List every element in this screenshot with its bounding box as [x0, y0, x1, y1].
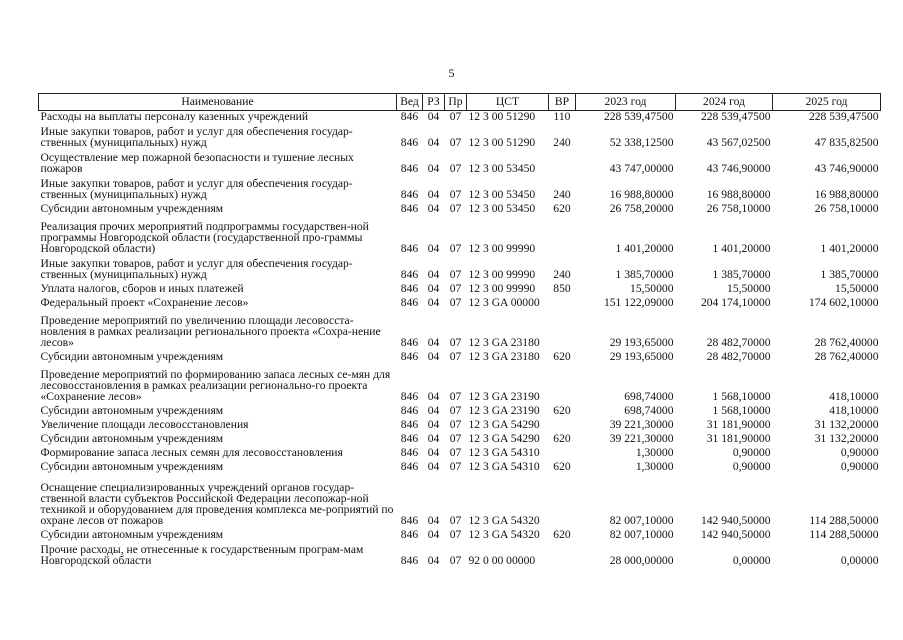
row-pr: 07	[449, 514, 462, 527]
row-amount-2025: 26 758,10000	[814, 202, 879, 215]
row-name: Субсидии автономным учреждениям	[40, 350, 224, 363]
row-ved: 846	[400, 202, 419, 215]
table-header-row	[39, 94, 881, 111]
row-amount-2025: 31 132,20000	[814, 418, 879, 431]
row-name: Субсидии автономным учреждениям	[40, 404, 224, 417]
table-row	[39, 349, 881, 363]
table-row	[39, 309, 881, 349]
row-name: Проведение мероприятий по увеличению площади лесовосста-новления в рамках реализации регионального проекта «Сохра-нение лесов»	[40, 314, 381, 349]
row-amount-2024: 31 181,90000	[706, 432, 771, 445]
row-cst: 12 3 GA 54290	[468, 418, 540, 431]
row-pr: 07	[449, 528, 462, 541]
row-name: Субсидии автономным учреждениям	[40, 202, 224, 215]
row-cst: 12 3 00 51290	[468, 136, 536, 149]
row-amount-2023: 1 385,70000	[615, 268, 674, 281]
row-vr	[549, 445, 576, 459]
row-rz: 04	[427, 418, 440, 431]
row-rz: 04	[427, 350, 440, 363]
table-row	[39, 541, 881, 567]
row-cst: 12 3 GA 54320	[468, 514, 540, 527]
row-amount-2025: 1 385,70000	[820, 268, 879, 281]
row-cst: 12 3 00 53450	[468, 188, 536, 201]
row-amount-2025: 0,00000	[840, 554, 879, 567]
row-name: Увеличение площади лесовосстановления	[40, 418, 249, 431]
row-amount-2023: 16 988,80000	[609, 188, 674, 201]
row-vr: 620	[553, 404, 571, 417]
row-amount-2025: 28 762,40000	[814, 350, 879, 363]
row-ved: 846	[400, 188, 419, 201]
table-row	[39, 459, 881, 473]
row-amount-2025: 16 988,80000	[814, 188, 879, 201]
row-amount-2024: 204 174,10000	[700, 296, 771, 309]
row-pr: 07	[449, 446, 462, 459]
table-row	[39, 175, 881, 201]
row-amount-2024: 1 385,70000	[712, 268, 771, 281]
header-cst: ЦСТ	[467, 94, 549, 111]
row-amount-2023: 82 007,10000	[609, 514, 674, 527]
row-pr: 07	[449, 282, 462, 295]
row-pr: 07	[449, 202, 462, 215]
row-amount-2024: 15,50000	[727, 282, 771, 295]
row-ved: 846	[400, 162, 419, 175]
row-amount-2025: 114 288,50000	[809, 528, 879, 541]
row-amount-2023: 28 000,00000	[609, 554, 674, 567]
table-row	[39, 149, 881, 175]
row-rz: 04	[427, 460, 440, 473]
row-amount-2025: 31 132,20000	[814, 432, 879, 445]
row-ved: 846	[400, 242, 419, 255]
row-amount-2023: 1,30000	[635, 460, 674, 473]
row-cst: 12 3 GA 23190	[468, 404, 540, 417]
row-vr: 110	[553, 110, 571, 123]
row-rz: 04	[427, 162, 440, 175]
row-name: Федеральный проект «Сохранение лесов»	[40, 296, 249, 309]
row-rz: 04	[427, 528, 440, 541]
row-ved: 846	[400, 136, 419, 149]
row-rz: 04	[427, 268, 440, 281]
row-amount-2025: 228 539,47500	[808, 110, 879, 123]
row-cst: 12 3 00 53450	[468, 202, 536, 215]
row-cst: 12 3 GA 54290	[468, 432, 540, 445]
row-name: Проведение мероприятий по формированию запаса лесных се-мян для лесовосстановления в рамках реализации регионально-го проекта «Сохранение лесов»	[40, 368, 391, 403]
row-amount-2023: 52 338,12500	[609, 136, 674, 149]
row-name: Иные закупки товаров, работ и услуг для обеспечения государ-ственных (муниципальных) нужд	[40, 177, 353, 201]
row-rz: 04	[427, 136, 440, 149]
row-amount-2023: 29 193,65000	[609, 336, 674, 349]
header-2023: 2023 год	[576, 94, 676, 111]
row-name: Иные закупки товаров, работ и услуг для обеспечения государ-ственных (муниципальных) нужд	[40, 257, 353, 281]
row-name: Субсидии автономным учреждениям	[40, 460, 224, 473]
table-row	[39, 295, 881, 309]
row-amount-2023: 29 193,65000	[609, 350, 674, 363]
table-row	[39, 363, 881, 403]
row-cst: 12 3 GA 23180	[468, 336, 540, 349]
row-pr: 07	[449, 136, 462, 149]
row-amount-2024: 31 181,90000	[706, 418, 771, 431]
row-vr: 620	[553, 350, 571, 363]
row-amount-2025: 43 746,90000	[814, 162, 879, 175]
row-amount-2024: 43 567,02500	[706, 136, 771, 149]
row-ved: 846	[400, 282, 419, 295]
header-rz: РЗ	[423, 94, 445, 111]
budget-table	[38, 93, 881, 567]
row-cst: 12 3 00 99990	[468, 282, 536, 295]
row-cst: 12 3 GA 54310	[468, 460, 540, 473]
row-amount-2025: 1 401,20000	[820, 242, 879, 255]
row-amount-2025: 15,50000	[835, 282, 879, 295]
row-vr: 850	[553, 282, 571, 295]
row-ved: 846	[400, 350, 419, 363]
row-amount-2023: 39 221,30000	[609, 432, 674, 445]
row-vr: 620	[553, 432, 571, 445]
row-amount-2024: 1 568,10000	[712, 404, 771, 417]
table-row	[39, 201, 881, 215]
row-rz: 04	[427, 404, 440, 417]
row-vr: 240	[553, 188, 571, 201]
row-vr: 620	[553, 528, 571, 541]
row-vr	[549, 473, 576, 527]
row-vr: 240	[553, 268, 571, 281]
row-rz: 04	[427, 390, 440, 403]
row-pr: 07	[449, 336, 462, 349]
row-amount-2024: 228 539,47500	[700, 110, 771, 123]
row-amount-2025: 418,10000	[829, 390, 879, 403]
row-cst: 12 3 00 99990	[468, 268, 536, 281]
row-amount-2023: 26 758,20000	[609, 202, 674, 215]
row-ved: 846	[400, 554, 419, 567]
row-ved: 846	[400, 446, 419, 459]
row-name: Уплата налогов, сборов и иных платежей	[40, 282, 244, 295]
page-number: 5	[448, 66, 455, 80]
table-row	[39, 403, 881, 417]
header-pr: Пр	[445, 94, 467, 111]
row-cst: 12 3 GA 23180	[468, 350, 540, 363]
row-amount-2025: 174 602,10000	[808, 296, 879, 309]
row-amount-2024: 28 482,70000	[706, 350, 771, 363]
table-row	[39, 417, 881, 431]
row-rz: 04	[427, 296, 440, 309]
row-ved: 846	[400, 432, 419, 445]
header-ved: Вед	[397, 94, 423, 111]
row-pr: 07	[449, 110, 462, 123]
row-ved: 846	[400, 460, 419, 473]
row-pr: 07	[449, 390, 462, 403]
row-pr: 07	[449, 268, 462, 281]
row-pr: 07	[449, 404, 462, 417]
row-pr: 07	[449, 188, 462, 201]
row-name: Расходы на выплаты персоналу казенных учреждений	[40, 110, 309, 123]
table-body	[39, 111, 881, 568]
row-amount-2025: 0,90000	[840, 460, 879, 473]
row-name: Субсидии автономным учреждениям	[40, 432, 224, 445]
row-cst: 12 3 GA 54320	[468, 528, 540, 541]
row-amount-2024: 142 940,50000	[700, 514, 771, 527]
row-rz: 04	[427, 202, 440, 215]
row-amount-2024: 0,90000	[732, 446, 771, 459]
row-pr: 07	[449, 296, 462, 309]
table-row	[39, 111, 881, 124]
row-ved: 846	[400, 528, 419, 541]
row-cst: 12 3 00 51290	[468, 110, 536, 123]
row-pr: 07	[449, 460, 462, 473]
row-name: Реализация прочих мероприятий подпрограммы государствен-ной программы Новгородской области (государственной про-граммы Новгородской области)	[40, 220, 369, 255]
row-ved: 846	[400, 336, 419, 349]
row-amount-2025: 114 288,50000	[809, 514, 879, 527]
header-name: Наименование	[39, 94, 397, 111]
row-name: Иные закупки товаров, работ и услуг для обеспечения государ-ственных (муниципальных) нужд	[40, 125, 353, 149]
row-pr: 07	[449, 432, 462, 445]
row-amount-2023: 39 221,30000	[609, 418, 674, 431]
row-name: Прочие расходы, не отнесенные к государственным програм-мам Новгородской области	[40, 543, 364, 567]
row-name: Осуществление мер пожарной безопасности и тушение лесных пожаров	[40, 151, 354, 175]
row-rz: 04	[427, 514, 440, 527]
row-pr: 07	[449, 350, 462, 363]
header-vr: ВР	[549, 94, 576, 111]
row-amount-2023: 698,74000	[624, 404, 674, 417]
row-pr: 07	[449, 418, 462, 431]
row-name: Оснащение специализированных учреждений органов государ-ственной власти субъектов Российской Федерации лесопожар-ной техникой и оборудованием для проведения комплекса ме-роприятий по охране лесов от пожаров	[40, 481, 394, 527]
row-amount-2023: 82 007,10000	[609, 528, 674, 541]
row-amount-2025: 418,10000	[829, 404, 879, 417]
row-amount-2023: 151 122,09000	[603, 296, 674, 309]
row-amount-2023: 228 539,47500	[603, 110, 674, 123]
header-2025: 2025 год	[773, 94, 881, 111]
row-ved: 846	[400, 404, 419, 417]
row-ved: 846	[400, 296, 419, 309]
row-rz: 04	[427, 188, 440, 201]
row-amount-2024: 26 758,10000	[706, 202, 771, 215]
table-row	[39, 527, 881, 541]
row-rz: 04	[427, 446, 440, 459]
row-ved: 846	[400, 110, 419, 123]
row-amount-2024: 0,00000	[732, 554, 771, 567]
row-amount-2023: 698,74000	[624, 390, 674, 403]
row-vr	[549, 309, 576, 349]
header-2024: 2024 год	[676, 94, 773, 111]
row-rz: 04	[427, 242, 440, 255]
table-row	[39, 281, 881, 295]
row-rz: 04	[427, 336, 440, 349]
row-name: Субсидии автономным учреждениям	[40, 528, 224, 541]
row-name: Формирование запаса лесных семян для лесовосстановления	[40, 446, 343, 459]
row-amount-2023: 43 747,00000	[609, 162, 674, 175]
row-pr: 07	[449, 242, 462, 255]
row-cst: 92 0 00 00000	[468, 554, 536, 567]
row-vr	[549, 363, 576, 403]
row-vr: 240	[553, 136, 571, 149]
row-amount-2023: 15,50000	[630, 282, 674, 295]
row-rz: 04	[427, 432, 440, 445]
table-row	[39, 123, 881, 149]
table-row	[39, 473, 881, 527]
row-vr	[549, 541, 576, 567]
row-amount-2024: 28 482,70000	[706, 336, 771, 349]
row-cst: 12 3 00 53450	[468, 162, 536, 175]
row-cst: 12 3 GA 23190	[468, 390, 540, 403]
row-amount-2023: 1 401,20000	[615, 242, 674, 255]
row-cst: 12 3 00 99990	[468, 242, 536, 255]
row-amount-2024: 1 568,10000	[712, 390, 771, 403]
row-amount-2025: 47 835,82500	[814, 136, 879, 149]
row-vr	[549, 295, 576, 309]
row-vr	[549, 417, 576, 431]
row-pr: 07	[449, 162, 462, 175]
row-rz: 04	[427, 282, 440, 295]
row-amount-2024: 43 746,90000	[706, 162, 771, 175]
row-rz: 04	[427, 110, 440, 123]
row-amount-2025: 0,90000	[840, 446, 879, 459]
row-cst: 12 3 GA 54310	[468, 446, 540, 459]
table-row	[39, 255, 881, 281]
row-vr	[549, 149, 576, 175]
row-amount-2025: 28 762,40000	[814, 336, 879, 349]
row-ved: 846	[400, 418, 419, 431]
row-vr	[549, 215, 576, 255]
row-amount-2024: 1 401,20000	[712, 242, 771, 255]
table-row	[39, 215, 881, 255]
row-ved: 846	[400, 268, 419, 281]
row-vr: 620	[553, 202, 571, 215]
table-row	[39, 431, 881, 445]
row-pr: 07	[449, 554, 462, 567]
row-amount-2024: 16 988,80000	[706, 188, 771, 201]
row-ved: 846	[400, 390, 419, 403]
row-cst: 12 3 GA 00000	[468, 296, 540, 309]
row-vr: 620	[553, 460, 571, 473]
table-row	[39, 445, 881, 459]
row-amount-2023: 1,30000	[635, 446, 674, 459]
row-rz: 04	[427, 554, 440, 567]
row-ved: 846	[400, 514, 419, 527]
row-amount-2024: 142 940,50000	[700, 528, 771, 541]
row-amount-2024: 0,90000	[732, 460, 771, 473]
